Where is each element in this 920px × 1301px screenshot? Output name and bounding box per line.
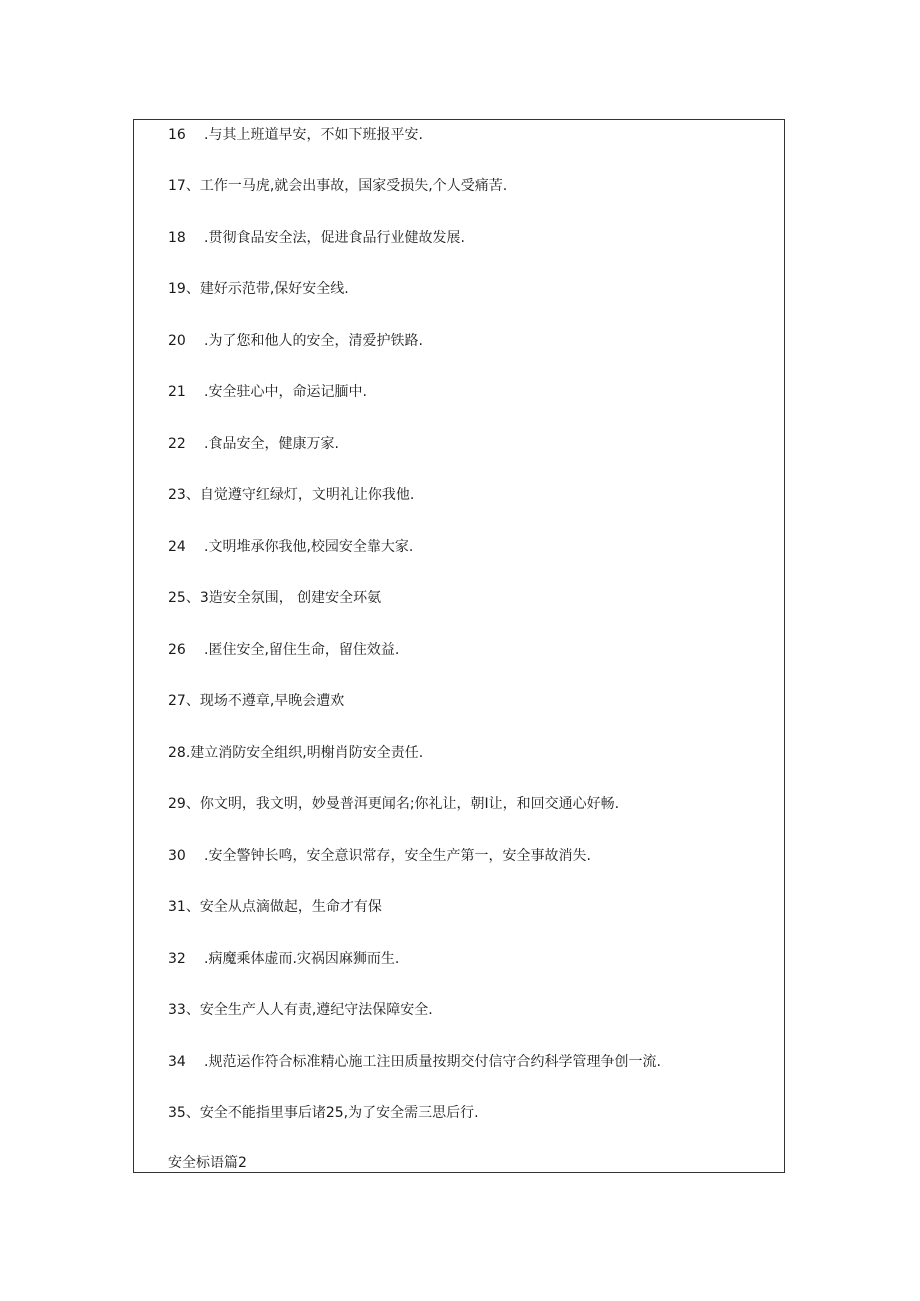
item-number: 24: [168, 539, 186, 555]
item-separator: 、: [185, 590, 200, 606]
item-separator: 、: [185, 693, 200, 709]
item-text: 与其上班道早安，不如下班报平安.: [208, 127, 423, 143]
list-item: [168, 435, 339, 453]
item-number: 18: [168, 230, 186, 246]
item-separator: .: [204, 951, 209, 967]
item-separator: 、: [185, 1002, 200, 1018]
list-item: [168, 383, 367, 401]
item-text: 安全驻心中，命运记腼中.: [208, 384, 367, 400]
item-text: 食品安全，健康万家.: [208, 436, 339, 452]
item-text: 安全生产人人有责,遵纪守法保障安全.: [199, 1002, 433, 1018]
item-text: 你文明，我文明，妙曼普洱更闻名;你礼让，朝I让，和回交通心好畅.: [199, 796, 620, 812]
item-text: 匿住安全,留住生命，留住效益.: [208, 642, 400, 658]
item-text: 3造安全氛围， 创建安全环氨: [199, 590, 382, 606]
item-text: 现场不遵章,早晚会遭欢: [199, 693, 345, 709]
list-item: [168, 229, 465, 247]
item-number: 22: [168, 436, 186, 452]
list-item: [168, 1053, 661, 1071]
item-separator: .: [204, 333, 209, 349]
item-separator: 、: [185, 487, 200, 503]
list-item: [168, 126, 423, 144]
item-text: 文明堆承你我他,校园安全靠大家.: [208, 539, 414, 555]
item-text: 建好示范带,保好安全线.: [199, 281, 349, 297]
item-number: 26: [168, 642, 186, 658]
item-text: 安全警钟长鸣，安全意识常存，安全生产第一，安全事故消失.: [208, 848, 591, 864]
item-text: 建立消防安全组织,明榭肖防安全责任.: [190, 745, 424, 761]
item-separator: .: [204, 127, 209, 143]
list-item: [168, 847, 591, 865]
item-separator: 、: [185, 281, 200, 297]
item-number: 19: [168, 281, 186, 297]
item-text: 规范运作符合标准精心施工注田质量按期交付信守合约科学管理争创一流.: [208, 1054, 661, 1070]
item-separator: .: [185, 745, 191, 761]
item-separator: 、: [185, 178, 200, 194]
item-separator: .: [204, 848, 209, 864]
list-item: [168, 795, 619, 813]
item-separator: 、: [185, 796, 200, 812]
item-separator: .: [204, 1054, 209, 1070]
item-text: 病魔乘体虚而.灾祸因麻狮而生.: [208, 951, 400, 967]
item-separator: .: [204, 230, 209, 246]
item-number: 33: [168, 1002, 186, 1018]
item-number: 29: [168, 796, 186, 812]
list-item: [168, 332, 423, 350]
list-item: [168, 950, 399, 968]
list-item: [168, 898, 382, 916]
item-text: 为了您和他人的安全，清爱护铁路.: [208, 333, 423, 349]
list-item: [168, 1104, 479, 1122]
item-number: 31: [168, 899, 186, 915]
item-number: 25: [168, 590, 186, 606]
item-text: 安全不能指里事后诸25,为了安全需三思后行.: [199, 1105, 479, 1121]
item-text: 贯彻食品安全法，促进食品行业健故发展.: [208, 230, 465, 246]
item-number: 34: [168, 1054, 186, 1070]
document-frame: [133, 119, 785, 1173]
item-number: 17: [168, 178, 186, 194]
item-number: 20: [168, 333, 186, 349]
list-item: [168, 641, 399, 659]
list-item: [168, 692, 344, 710]
item-separator: .: [204, 384, 209, 400]
item-separator: .: [204, 436, 209, 452]
item-number: 28: [168, 745, 186, 761]
item-number: 23: [168, 487, 186, 503]
item-number: 16: [168, 127, 186, 143]
list-item: [168, 744, 423, 762]
item-number: 35: [168, 1105, 186, 1121]
item-separator: .: [204, 642, 209, 658]
item-text: 自觉遵守红绿灯，文明礼让你我他.: [199, 487, 415, 503]
list-item: [168, 486, 414, 504]
item-number: 32: [168, 951, 186, 967]
item-separator: .: [204, 539, 209, 555]
list-item: [168, 177, 507, 195]
item-text: 安全从点滴做起，生命才有保: [199, 899, 382, 915]
item-text: 工作一马虎,就会出事故，国家受损失,个人受痛苦.: [199, 178, 508, 194]
list-item: [168, 280, 349, 298]
item-separator: 、: [185, 1105, 200, 1121]
list-item: [168, 538, 413, 556]
item-number: 21: [168, 384, 186, 400]
section-heading: 安全标语篇2: [168, 1155, 247, 1171]
item-number: 30: [168, 848, 186, 864]
list-item: [168, 1001, 433, 1019]
item-separator: 、: [185, 899, 200, 915]
item-number: 27: [168, 693, 186, 709]
list-item: [168, 589, 381, 607]
